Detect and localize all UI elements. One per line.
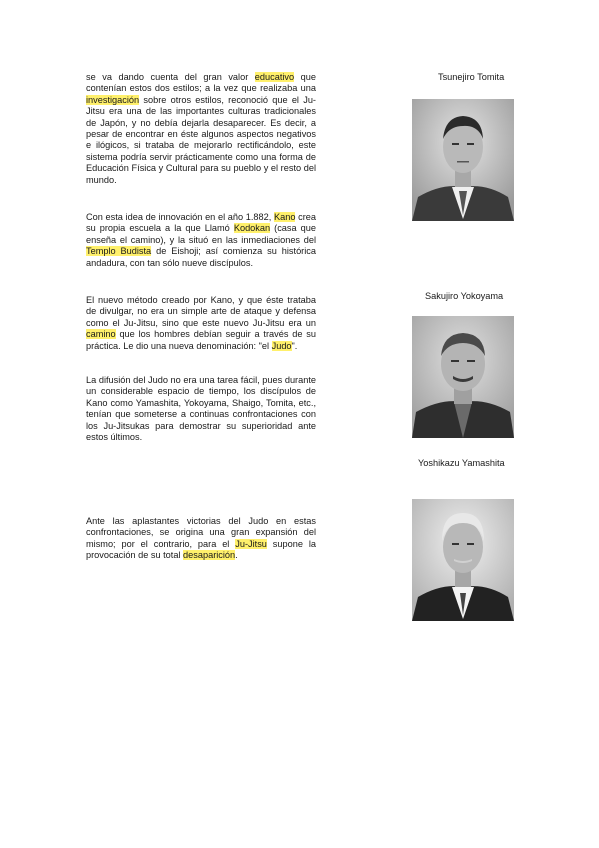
highlighted-term: educativo xyxy=(254,72,295,82)
paragraph-3: El nuevo método creado por Kano, y que éste trataba de divulgar, no era un simple arte de ataque y defensa como el Ju-Jitsu, sino que este nuevo Ju-Jitsu era un camino que los hombres debían seguir a través de su práctica. Le dio una nueva denominación: "el Judo". xyxy=(86,295,316,351)
portrait-photo-yamashita xyxy=(412,499,514,621)
portrait-photo-tomita xyxy=(412,99,514,221)
paragraph-5: Ante las aplastantes victorias del Judo en estas confrontaciones, se origina una gran expansión del mismo; por el contrario, para el Ju-Jitsu supone la provocación de su total desaparición. xyxy=(86,516,316,561)
paragraph-4: La difusión del Judo no era una tarea fácil, pues durante un considerable espacio de tiempo, los discípulos de Kano como Yamashita, Yokoyama, Shaigo, Tomita, etc., tenían que someterse a continuas confrontaciones con los Ju-Jitsukas para demostrar su superioridad ante estos últimos. xyxy=(86,375,316,443)
paragraph-1: se va dando cuenta del gran valor educativo que contenían estos dos estilos; a la vez que realizaba una investigación sobre otros estilos, reconoció que el Ju-Jitsu era una de las importantes culturas tradicionales de Japón, y no debía dejarla desaparecer. Es decir, a pesar de encontrar en éste algunos aspectos negativos e ilógicos, si trataba de mejorarlo rectificándolo, este sistema podría servir prácticamente como una forma de Educación Física y Cultural para su pueblo y el resto del mundo. xyxy=(86,72,316,185)
highlighted-term: Judo xyxy=(271,340,292,351)
highlighted-term: investigación xyxy=(86,94,140,105)
caption-yamashita: Yoshikazu Yamashita xyxy=(418,458,505,468)
highlighted-term: Kodokan xyxy=(233,223,271,234)
highlighted-term: camino xyxy=(86,329,116,340)
highlighted-term: Templo Budista xyxy=(86,246,152,257)
highlighted-term: Kano xyxy=(273,212,296,222)
highlighted-term: Ju-Jitsu xyxy=(235,538,267,549)
paragraph-2: Con esta idea de innovación en el año 1.882, Kano crea su propia escuela a la que Llamó Kodokan (casa que enseña el camino), y la situó en las inmediaciones del Templo Budista de Eishoji; así comienza su histórica andadura, con tan sólo nueve discípulos. xyxy=(86,212,316,268)
highlighted-term: desaparición xyxy=(183,550,236,561)
portrait-photo-yokoyama xyxy=(412,316,514,438)
caption-tomita: Tsunejiro Tomita xyxy=(438,72,505,82)
caption-yokoyama: Sakujiro Yokoyama xyxy=(425,291,504,301)
